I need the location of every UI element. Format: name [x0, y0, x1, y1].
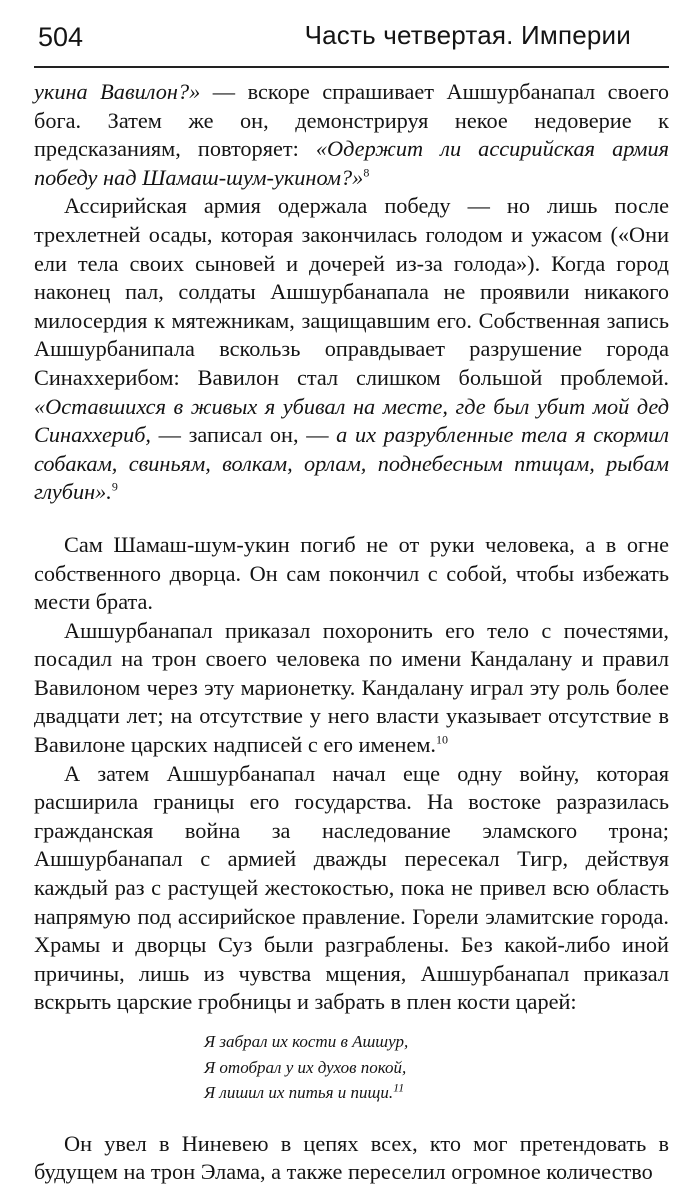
- verse-line-1: Я забрал их кости в Ашшур,: [204, 1032, 409, 1051]
- quote: «Одержит ли ассирийская армия победу над Шамаш-шум-укином?»: [34, 136, 669, 190]
- verse-line-2: Я отобрал у их духов покой,: [204, 1057, 407, 1077]
- body-text: [34, 78, 669, 1187]
- footnote-ref-9: 9: [111, 479, 118, 494]
- quote: а их разрубленные тела я скормил собакам, свиньям, волкам, орлам, поднебесным птицам, рыбам глубин».: [34, 422, 669, 505]
- quote: «Оставшихся в живых я убивал на месте, где был убит мой дед Синаххериб,: [34, 393, 669, 448]
- verse-line-3-text: Я лишил их питья и пищи.: [204, 1083, 394, 1102]
- quote-fragment: укина Вавилон?»: [34, 79, 201, 104]
- paragraph-3: [34, 531, 669, 617]
- paragraph-text: — записал он, —: [151, 422, 337, 448]
- paragraph-1: [34, 78, 669, 192]
- paragraph-text: А затем Ашшурбанапал начал еще одну войну, которая расширила границы его государства. На востоке разразилась гражданская война за наследование эламского трона; Ашшурбанапал с армией дважды пересекал Тигр, действуя каждый раз с растущей жестокостью, пока не привел всю область напрямую под ассирийское правление. Горели эламитские города. Храмы и дворцы Суз были разграблены. Без какой-либо иной причины, лишь из чувства мщения, Ашшурбанапал приказал вскрыть царские гробницы и забрать в плен кости царей:: [34, 760, 669, 1015]
- header-rule: [34, 66, 669, 68]
- paragraph-4: [34, 617, 669, 760]
- paragraph-text: Ассирийская армия одержала победу — но лишь после трехлетней осады, которая закончилась голодом и ужасом («Они ели тела своих сыновей и дочерей из-за голода»). Когда город наконец пал, солдаты Ашшурбанапала не проявили никакого милосердия к мятежникам, защищавшим его. Собственная запись Ашшурбанипала вскользь оправдывает разрушение города Синаххерибом: Вавилон стал слишком большой проблемой.: [34, 193, 669, 390]
- paragraph-text: — вскоре спрашивает Ашшурбанапал своего бога. Затем же он, демонстрируя некое недоверие к предсказаниям, повторяет:: [34, 79, 669, 162]
- paragraph-text: Он увел в Ниневею в цепях всех, кто мог претендовать в будущем на трон Элама, а также переселил огромное количество: [34, 1130, 669, 1185]
- footnote-ref-10: 10: [436, 732, 449, 747]
- verse-quote: [204, 1029, 669, 1106]
- verse-line-3: [204, 1080, 669, 1106]
- footnote-ref-11: 11: [393, 1080, 405, 1095]
- page-header: [34, 20, 671, 60]
- paragraph-text: Ашшурбанапал приказал похоронить его тело с почестями, посадил на трон своего человека по имени Кандалану и правил Вавилоном через эту марионетку. Кандалану играл эту роль более двадцати лет; на отсутствие у него власти указывает отсутствие в Вавилоне царских надписей с его именем.: [34, 617, 669, 758]
- paragraph-6: [34, 1130, 669, 1187]
- running-title: Часть четвертая. Империи: [304, 20, 631, 50]
- page-number: 504: [38, 22, 84, 52]
- section-gap: [34, 507, 669, 531]
- section-gap: [34, 1106, 669, 1130]
- footnote-ref-8: 8: [363, 165, 370, 180]
- paragraph-2: [34, 192, 669, 507]
- paragraph-text: Сам Шамаш-шум-укин погиб не от руки человека, а в огне собственного дворца. Он сам покончил с собой, чтобы избежать мести брата.: [34, 531, 669, 615]
- paragraph-5: [34, 760, 669, 1017]
